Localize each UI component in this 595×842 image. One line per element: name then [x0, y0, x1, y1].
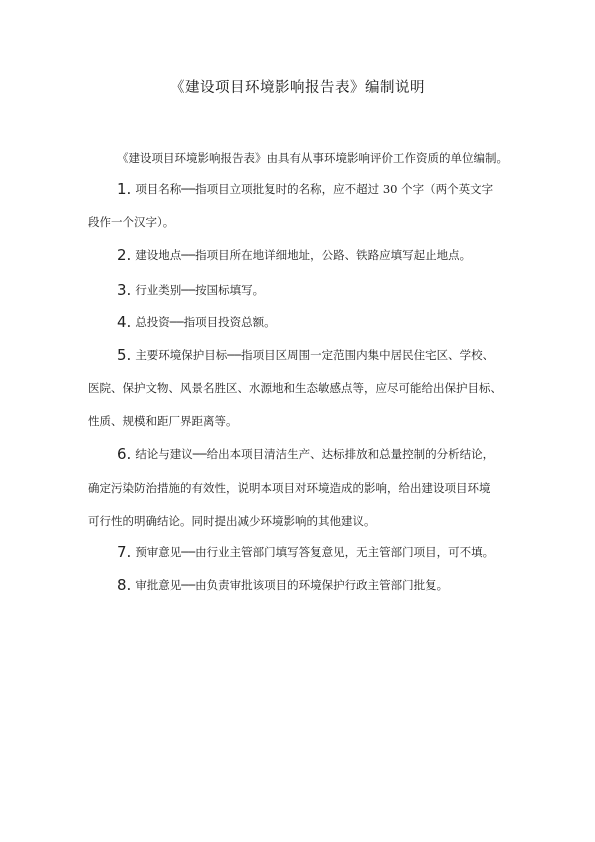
list-item-4-text: 总投资──指项目投资总额。	[135, 315, 276, 329]
list-item-8-number: 8.	[117, 576, 132, 594]
document-title: 《建设项目环境影响报告表》编制说明	[170, 80, 425, 96]
list-item-5-number: 5.	[117, 346, 132, 364]
list-item-4-number: 4.	[117, 313, 132, 331]
list-item-1-number: 1.	[117, 180, 132, 198]
list-item-7-number: 7.	[117, 543, 132, 561]
list-item-2-text: 建设地点──指项目所在地详细地址，公路、铁路应填写起止地点。	[135, 248, 472, 262]
list-item-5-line-2: 医院、保护文物、风景名胜区、水源地和生态敏感点等，应尽可能给出保护目标、	[88, 381, 502, 395]
list-item-3-number: 3.	[117, 281, 132, 299]
intro-paragraph: 《建设项目环境影响报告表》由具有从事环境影响评价工作资质的单位编制。	[117, 151, 508, 165]
list-item-4	[117, 313, 276, 331]
list-item-1-text: 项目名称──指项目立项批复时的名称，应不超过 30 个字（两个英文字	[135, 182, 494, 196]
list-item-2	[117, 246, 471, 264]
list-item-7-text: 预审意见──由行业主管部门填写答复意见，无主管部门项目，可不填。	[135, 545, 495, 559]
list-item-3-text: 行业类别──按国标填写。	[135, 283, 265, 297]
list-item-8-text: 审批意见──由负责审批该项目的环境保护行政主管部门批复。	[135, 578, 449, 592]
list-item-5-text: 主要环境保护目标──指项目区周围一定范围内集中居民住宅区、学校、	[135, 348, 495, 362]
list-item-6-line-1	[117, 445, 494, 463]
list-item-1-line-1	[117, 180, 493, 198]
list-item-5-line-1	[117, 346, 494, 364]
list-item-6-number: 6.	[117, 445, 132, 463]
list-item-2-number: 2.	[117, 246, 132, 264]
list-item-6-text: 结论与建议──给出本项目清洁生产、达标排放和总量控制的分析结论，	[135, 447, 495, 461]
list-item-5-line-3: 性质、规模和距厂界距离等。	[88, 414, 238, 428]
list-item-6-line-3: 可行性的明确结论。同时提出减少环境影响的其他建议。	[88, 514, 376, 528]
list-item-8	[117, 576, 448, 594]
list-item-3	[117, 281, 264, 299]
list-item-7	[117, 543, 494, 561]
list-item-1-line-2: 段作一个汉字）。	[88, 215, 175, 229]
list-item-6-line-2: 确定污染防治措施的有效性，说明本项目对环境造成的影响，给出建设项目环境	[88, 481, 491, 495]
